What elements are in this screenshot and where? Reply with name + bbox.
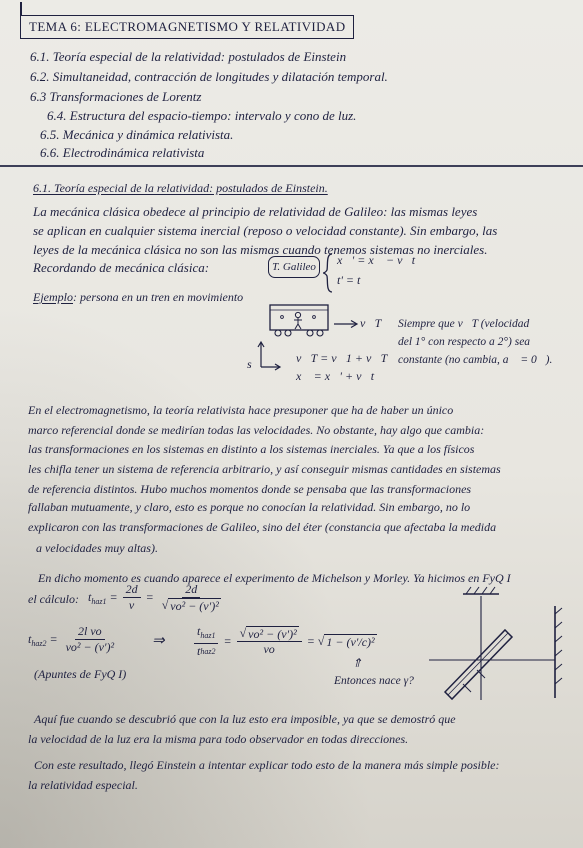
example-label: Ejemplo [33, 290, 73, 304]
index-item-6-5: 6.5. Mecánica y dinámica relativista. [40, 127, 234, 142]
fraction [123, 582, 141, 613]
condition-line: constante (no cambia, a⃗ = 0⃗). [398, 354, 553, 366]
implies-arrow: ⇒ [152, 633, 165, 649]
time-symbol: t [197, 624, 201, 638]
index-item-6-6: 6.6. Electrodinámica relativista [40, 145, 205, 160]
equals-sign: = [109, 590, 118, 604]
numerator: 2d [182, 582, 200, 598]
wheel-icon [285, 330, 291, 336]
numerator [237, 626, 302, 642]
time-subscript: haz1 [91, 596, 107, 606]
train-velocity-label: v⃗T [360, 316, 382, 330]
equals-sign: = [49, 632, 58, 646]
radicand: vo² − (v')² [170, 599, 219, 613]
axes-icon [257, 341, 281, 369]
denominator: v [128, 598, 135, 612]
square-root [318, 634, 377, 649]
formula-lhs [88, 590, 106, 606]
root-sign: √ [239, 626, 247, 640]
einstein-line: Con este resultado, llegó Einstein a intentar explicar todo esto de la manera más simple posible: [34, 758, 500, 772]
galileo-eq-x: x⃗' = x⃗ − v⃗t [337, 253, 416, 267]
intro-line: leyes de la mecánica clásica no son las mismas cuando tenemos sistemas no inerciales. [33, 242, 488, 257]
formula-time-ratio [192, 624, 377, 659]
time-subscript: haz2 [31, 638, 47, 648]
root-sign: √ [317, 634, 325, 648]
fraction [63, 624, 118, 655]
radicand: 1 − (v'/c)² [326, 635, 375, 649]
index-item-6-1: 6.1. Teoría especial de la relatividad: postulados de Einstein [30, 49, 347, 64]
time-symbol: t [197, 644, 201, 658]
time-subscript: haz1 [200, 631, 216, 640]
galileo-label: T. Galileo [272, 261, 316, 273]
denominator [194, 644, 218, 659]
denominator: vo² − (v')² [65, 640, 115, 654]
page-title: TEMA 6: ELECTROMAGNETISMO Y RELATIVIDAD [29, 19, 346, 34]
galileo-box [268, 256, 320, 278]
einstein-line: la relatividad especial. [28, 778, 138, 792]
top-mirror [463, 587, 499, 594]
paragraph-line: les chifla tener un sistema de referencia arbitrario, y así conseguir mismas cantidades en sistemas [28, 462, 501, 476]
conclusion-line: la velocidad de la luz era la misma para todo observador en todas direcciones. [28, 732, 409, 746]
equals-sign: = [223, 634, 232, 648]
section-heading: 6.1. Teoría especial de la relatividad: postulados de Einstein. [33, 181, 328, 195]
numerator: 2l vo [75, 624, 105, 640]
interferometer-diagram [425, 584, 565, 704]
radicand: vo² − (v')² [248, 627, 297, 641]
fraction [159, 582, 224, 613]
equals-sign: = [306, 634, 315, 648]
example-line [33, 289, 243, 305]
numerator [194, 624, 218, 644]
index-item-6-3: 6.3 Transformaciones de Lorentz [30, 89, 202, 104]
paragraph-line: las transformaciones en los sistemas en distinto a los sistemas inerciales. Ya que a los físicos [28, 442, 475, 456]
brace-icon [322, 253, 334, 293]
square-root [162, 598, 221, 613]
denominator: vo [263, 642, 275, 656]
margin-line [20, 2, 22, 16]
side-mirror [555, 606, 562, 698]
index-item-6-2: 6.2. Simultaneidad, contracción de longitudes y dilatación temporal. [30, 69, 388, 84]
right-arrow-icon [334, 320, 358, 328]
train-diagram [268, 302, 332, 338]
formula-t-haz1 [88, 582, 226, 613]
person-head [295, 312, 300, 317]
michelson-line: el cálculo: [28, 592, 79, 606]
root-sign: √ [161, 598, 169, 612]
title-box [20, 15, 354, 39]
wheel-icon [317, 330, 323, 336]
wheel-icon [307, 330, 313, 336]
frame-label: s [247, 357, 252, 371]
equals-sign: = [145, 590, 154, 604]
wheel-icon [275, 330, 281, 336]
fraction [237, 626, 302, 657]
section-divider [0, 165, 583, 167]
condition-line: Siempre que v⃗T (velocidad [398, 318, 530, 330]
paragraph-line: fallaban mutuamente, y claro, esto es porque no conocían la relatividad. Sin embargo, no lo [28, 500, 471, 514]
intro-line: La mecánica clásica obedece al principio de relatividad de Galileo: las mismas leyes [33, 204, 478, 219]
fraction [194, 624, 218, 659]
paragraph-line: marco referencial donde se medirían todas las velocidades. No obstante, hay algo que cambia: [28, 423, 485, 437]
time-subscript: haz2 [200, 647, 216, 656]
numerator: 2d [123, 582, 141, 598]
formula-t-haz2 [28, 624, 119, 655]
condition-line: del 1° con respecto a 2°) sea [398, 336, 531, 348]
time-symbol: t [88, 589, 92, 604]
velocity-addition-eq: v⃗T = v⃗1 + v⃗T [296, 351, 388, 365]
source-note: (Apuntes de FyQ I) [34, 667, 127, 681]
conclusion-line: Aquí fue cuando se descubrió que con la luz esto era imposible, ya que se demostró que [34, 712, 456, 726]
index-item-6-4: 6.4. Estructura del espacio-tiempo: intervalo y cono de luz. [47, 108, 357, 123]
paragraph-line: a velocidades muy altas). [36, 541, 158, 555]
recall-label: Recordando de mecánica clásica: [33, 260, 210, 275]
intro-line: se aplican en cualquier sistema inercial (reposo o velocidad constante). Sin embargo, las [33, 223, 498, 238]
example-text: : persona en un tren en movimiento [73, 290, 244, 304]
michelson-line: En dicho momento es cuando aparece el experimento de Michelson y Morley. Ya hicimos en FyQ I [38, 571, 511, 585]
paragraph-line: de referencia distintos. Hubo muchos momentos donde se pensaba que las transformaciones [28, 482, 472, 496]
paragraph-line: En el electromagnetismo, la teoría relativista hace presuponer que ha de haber un único [28, 403, 454, 417]
paragraph-line: explicaron con las transformaciones de Galileo, sino del éter (constancia que afectaba la medida [28, 520, 497, 534]
time-symbol: t [28, 631, 32, 646]
position-eq: x⃗ = x⃗' + v⃗t [296, 369, 375, 383]
beam-splitter [445, 630, 512, 699]
square-root [240, 626, 299, 641]
gamma-question: Entonces nace γ? [334, 675, 414, 687]
galileo-eq-t: t' = t [337, 273, 361, 287]
formula-lhs [28, 632, 46, 648]
denominator [159, 598, 224, 613]
up-arrow: ⇑ [352, 656, 363, 670]
